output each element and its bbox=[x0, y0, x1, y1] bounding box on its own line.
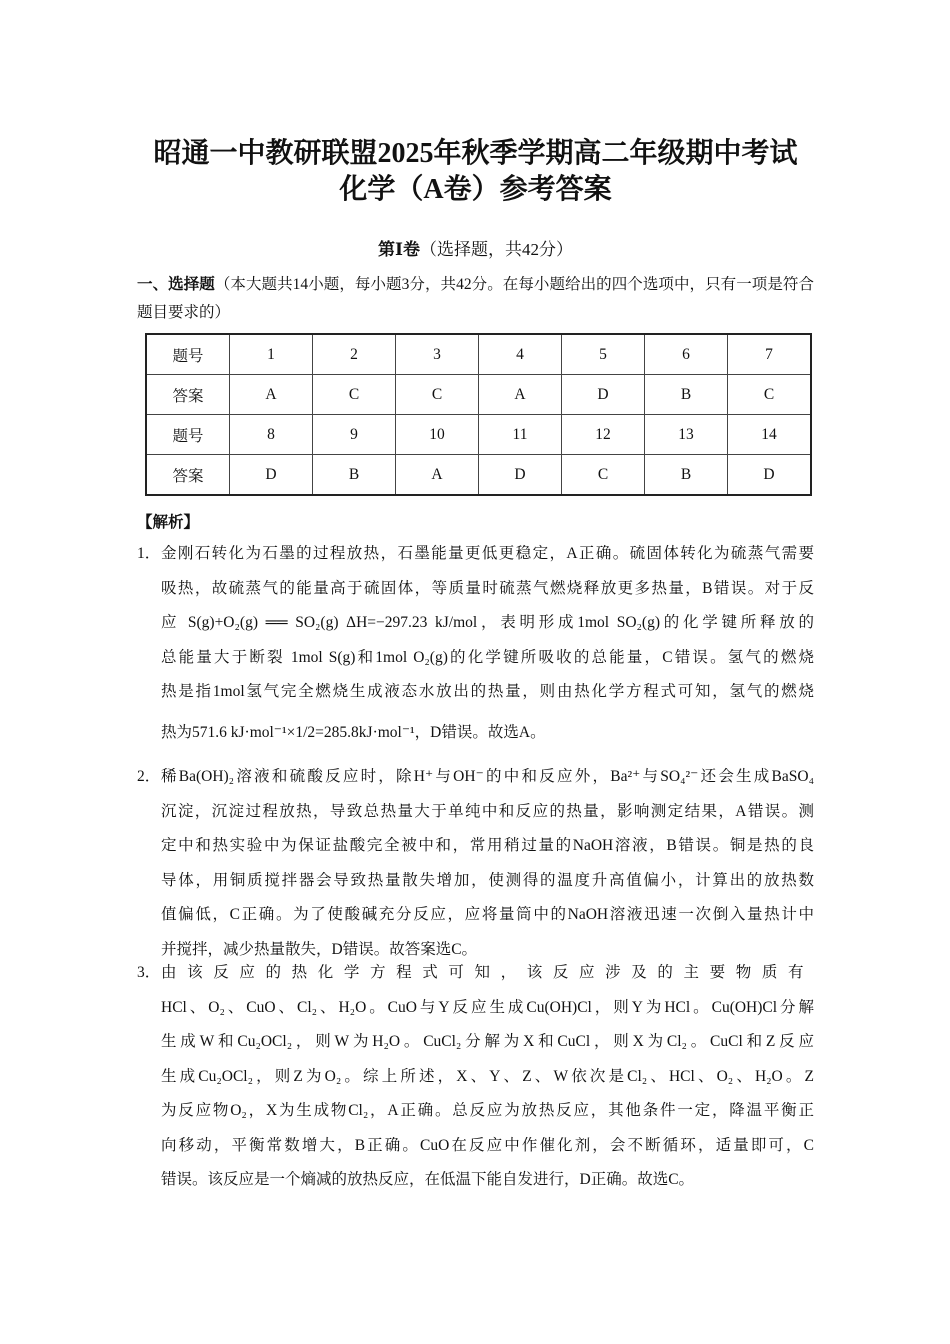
table-cell: D bbox=[230, 455, 313, 496]
table-cell: 11 bbox=[479, 415, 562, 455]
text-line: 热为571.6 kJ·mol⁻¹×1/2=285.8kJ·mol⁻¹，D错误。故选A。 bbox=[161, 723, 546, 741]
text-line: 沉淀，沉淀过程放热，导致总热量大于单纯中和反应的热量，影响测定结果，A错误。测 bbox=[161, 802, 814, 820]
table-cell: 5 bbox=[562, 334, 645, 375]
text-line: 错误。该反应是一个熵减的放热反应，在低温下能自发进行，D正确。故选C。 bbox=[161, 1171, 695, 1188]
table-cell: C bbox=[396, 375, 479, 415]
item-number: 1． bbox=[137, 545, 161, 562]
table-cell: 13 bbox=[645, 415, 728, 455]
table-row-answers bbox=[146, 375, 811, 415]
table-cell: 8 bbox=[230, 415, 313, 455]
table-cell: 2 bbox=[313, 334, 396, 375]
section-label: 一、选择题 bbox=[137, 276, 215, 293]
text-line: 热是指1mol氢气完全燃烧生成液态水放出的热量，则由热化学方程式可知，氢气的燃烧 bbox=[161, 683, 814, 700]
text-line: 值偏低，C正确。为了使酸碱充分反应，应将量筒中的NaOH溶液迅速一次倒入量热计中 bbox=[161, 906, 814, 923]
table-cell: C bbox=[562, 455, 645, 496]
item-body bbox=[161, 537, 814, 750]
text-line: HCl、O₂、CuO、Cl₂、H₂O。CuO与Y反应生成Cu(OH)Cl，则Y为HCl。Cu(OH)Cl分解 bbox=[161, 998, 814, 1016]
table-cell: 14 bbox=[728, 415, 812, 455]
text-line: 生成W和Cu₂OCl₂，则W为H₂O。CuCl₂分解为X和CuCl，则X为Cl₂。CuCl和Z反应 bbox=[161, 1033, 814, 1050]
item-number: 2． bbox=[137, 768, 161, 785]
table-cell: B bbox=[645, 455, 728, 496]
analysis-heading: 【解析】 bbox=[137, 514, 200, 531]
row-header: 题号 bbox=[146, 415, 230, 455]
table-cell: 7 bbox=[728, 334, 812, 375]
text-line: 应 S(g)+O₂(g) ══ SO₂(g) ΔH=−297.23 kJ/mol，表明形成1mol SO₂(g)的化学键所释放的 bbox=[161, 614, 814, 631]
item-body bbox=[161, 760, 814, 967]
table-cell: D bbox=[562, 375, 645, 415]
analysis-item-3 bbox=[137, 956, 814, 1198]
document-title-line-1: 昭通一中教研联盟2025年秋季学期高二年级期中考试 bbox=[153, 138, 798, 169]
row-header: 题号 bbox=[146, 334, 230, 375]
table-cell: 1 bbox=[230, 334, 313, 375]
table-row-answers bbox=[146, 455, 811, 496]
table-cell: C bbox=[313, 375, 396, 415]
answer-table bbox=[145, 333, 812, 496]
text-line: 吸热，故硫蒸气的能量高于硫固体，等质量时硫蒸气燃烧释放更多热量，B错误。对于反 bbox=[161, 579, 814, 597]
text-line: 金刚石转化为石墨的过程放热，石墨能量更低更稳定，A正确。硫固体转化为硫蒸气需要 bbox=[161, 545, 814, 562]
table-cell: B bbox=[645, 375, 728, 415]
table-cell: D bbox=[728, 455, 812, 496]
table-cell: 10 bbox=[396, 415, 479, 455]
item-body bbox=[161, 956, 814, 1198]
text-line: 生成Cu₂OCl₂，则Z为O₂。综上所述，X、Y、Z、W依次是Cl₂、HCl、O₂、H₂O。Z bbox=[161, 1067, 814, 1085]
table-cell: 12 bbox=[562, 415, 645, 455]
text-line: 导体，用铜质搅拌器会导致热量散失增加，使测得的温度升高值偏小，计算出的放热数 bbox=[161, 871, 814, 889]
analysis-item-2 bbox=[137, 760, 814, 967]
section-description: （本大题共14小题，每小题3分，共42分。在每小题给出的四个选项中，只有一项是符合题目要求的） bbox=[137, 276, 814, 321]
table-cell: 6 bbox=[645, 334, 728, 375]
part-heading-detail: （选择题，共42分） bbox=[419, 240, 573, 259]
text-line: 为反应物O₂，X为生成物Cl₂，A正确。总反应为放热反应，其他条件一定，降温平衡正 bbox=[161, 1102, 814, 1119]
table-cell: A bbox=[479, 375, 562, 415]
document-title-line-2: 化学（A卷）参考答案 bbox=[339, 174, 612, 205]
table-cell: D bbox=[479, 455, 562, 496]
table-row-numbers bbox=[146, 334, 811, 375]
row-header: 答案 bbox=[146, 455, 230, 496]
table-cell: 9 bbox=[313, 415, 396, 455]
text-line: 总能量大于断裂 1mol S(g)和1mol O₂(g)的化学键所吸收的总能量，C错误。氢气的燃烧 bbox=[161, 648, 814, 666]
table-row-numbers bbox=[146, 415, 811, 455]
part-heading bbox=[137, 238, 814, 262]
analysis-item-1 bbox=[137, 537, 814, 750]
table-cell: A bbox=[396, 455, 479, 496]
table-cell: C bbox=[728, 375, 812, 415]
text-line: 定中和热实验中为保证盐酸完全被中和，常用稍过量的NaOH溶液，B错误。铜是热的良 bbox=[161, 837, 814, 854]
text-line: 向移动，平衡常数增大，B正确。CuO在反应中作催化剂，会不断循环，适量即可，C bbox=[161, 1136, 814, 1154]
table-cell: A bbox=[230, 375, 313, 415]
text-line: 并搅拌，减少热量散失，D错误。故答案选C。 bbox=[161, 940, 478, 958]
row-header: 答案 bbox=[146, 375, 230, 415]
part-heading-label: 第Ⅰ卷 bbox=[378, 240, 420, 259]
section-intro bbox=[137, 271, 814, 327]
text-line: 稀Ba(OH)₂溶液和硫酸反应时，除H⁺与OH⁻的中和反应外，Ba²⁺与SO₄²⁻还会生成BaSO₄ bbox=[161, 768, 814, 785]
item-number: 3． bbox=[137, 964, 161, 981]
table-cell: B bbox=[313, 455, 396, 496]
text-line: 由该反应的热化学方程式可知，该反应涉及的主要物质有 bbox=[161, 964, 814, 981]
table-cell: 3 bbox=[396, 334, 479, 375]
table-cell: 4 bbox=[479, 334, 562, 375]
